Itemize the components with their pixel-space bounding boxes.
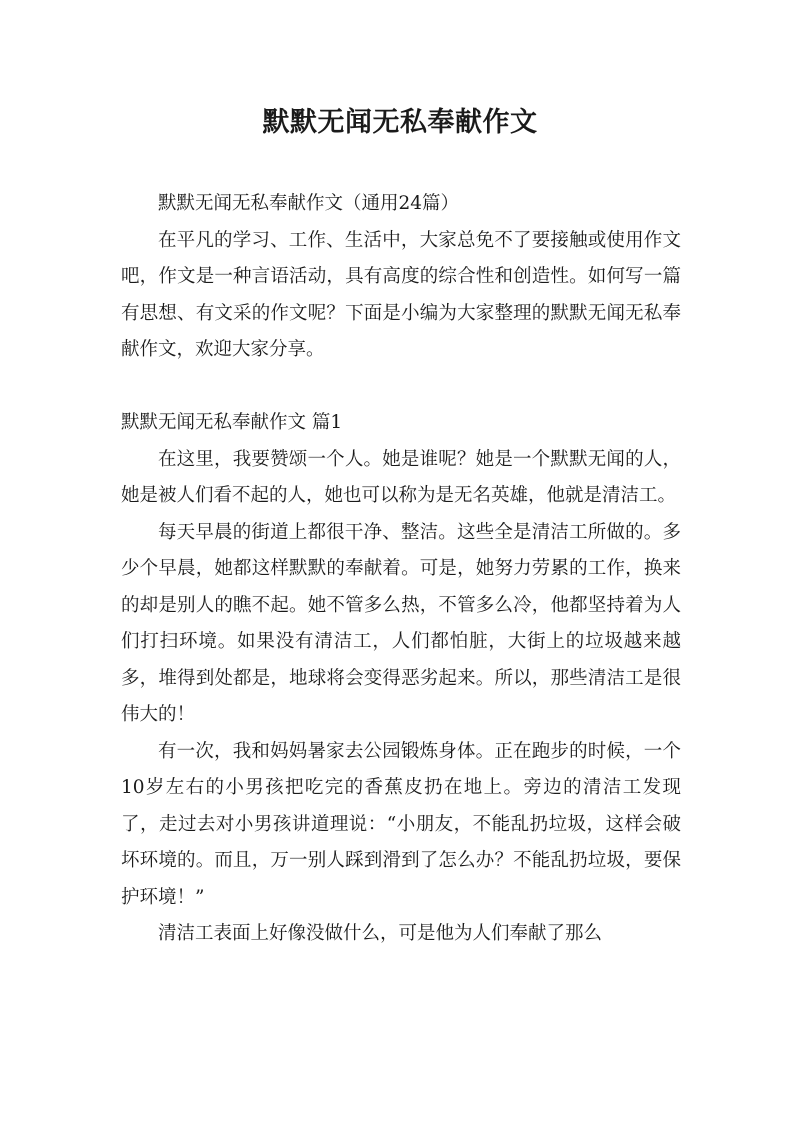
section-heading: 默默无闻无私奉献作文 篇1 xyxy=(121,412,343,433)
document-title: 默默无闻无私奉献作文 xyxy=(262,107,538,138)
document-body xyxy=(121,186,681,953)
body-paragraph: 清洁工表面上好像没做什么，可是他为人们奉献了那么 xyxy=(158,923,603,944)
body-paragraph: 在这里，我要赞颂一个人。她是谁呢？她是一个默默无闻的人，她是被人们看不起的人，她也可以称为是无名英雄，他就是清洁工。 xyxy=(121,448,681,506)
document-subtitle: 默默无闻无私奉献作文（通用24篇） xyxy=(158,193,460,214)
body-paragraph: 每天早晨的街道上都很干净、整洁。这些全是清洁工所做的。多少个早晨，她都这样默默的奉献着。可是，她努力劳累的工作，换来的却是别人的瞧不起。她不管多么热，不管多么冷，他都坚持着为人们打扫环境。如果没有清洁工，人们都怕脏，大街上的垃圾越来越多，堆得到处都是，地球将会变得恶劣起来。所以，那些清洁工是很伟大的！ xyxy=(121,521,681,725)
intro-paragraph: 在平凡的学习、工作、生活中，大家总免不了要接触或使用作文吧，作文是一种言语活动，具有高度的综合性和创造性。如何写一篇有思想、有文采的作文呢？下面是小编为大家整理的默默无闻无私奉献作文，欢迎大家分享。 xyxy=(121,229,681,360)
body-paragraph: 有一次，我和妈妈暑家去公园锻炼身体。正在跑步的时候，一个10岁左右的小男孩把吃完的香蕉皮扔在地上。旁边的清洁工发现了，走过去对小男孩讲道理说：“小朋友，不能乱扔垃圾，这样会破坏环境的。而且，万一别人踩到滑到了怎么办？不能乱扔垃圾，要保护环境！” xyxy=(121,740,681,908)
